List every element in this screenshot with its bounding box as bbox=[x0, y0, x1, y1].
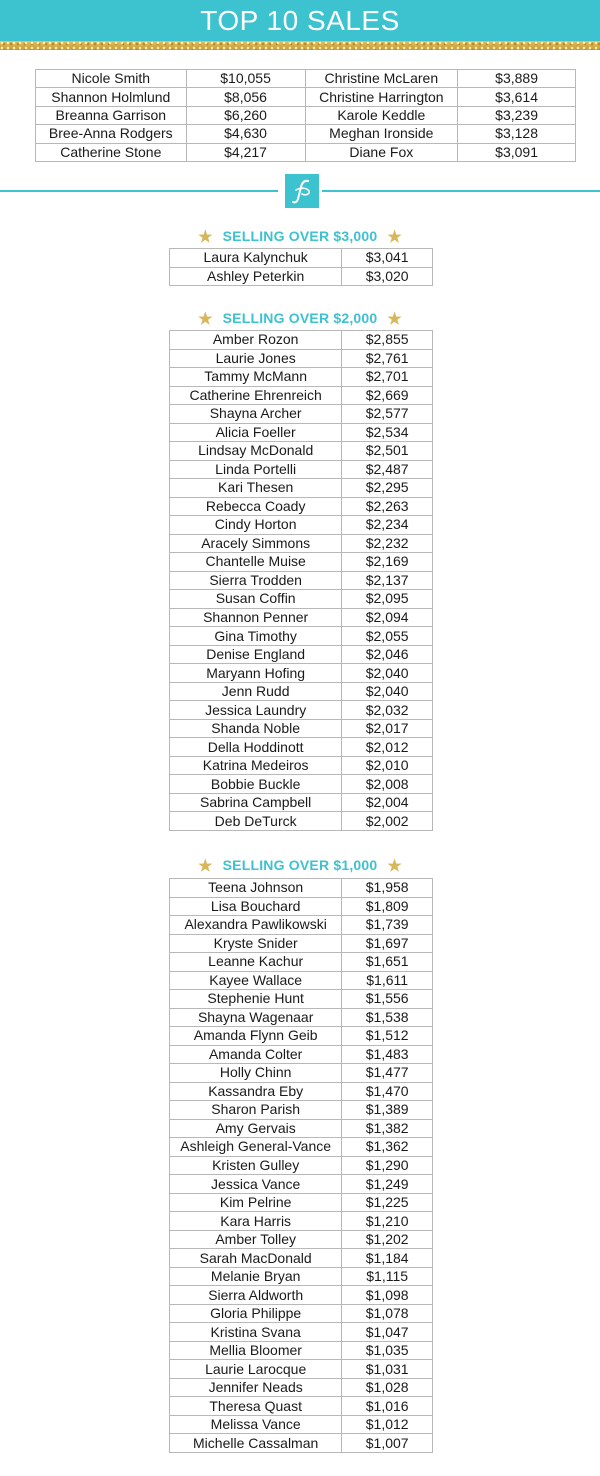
table-row bbox=[170, 1156, 433, 1175]
seller-name: Kara Harris bbox=[170, 1212, 342, 1231]
sales-amount: $2,008 bbox=[342, 775, 433, 794]
seller-name: Della Hoddinott bbox=[170, 738, 342, 757]
seller-name: Christine McLaren bbox=[305, 70, 458, 88]
section-title-text: SELLING OVER $1,000 bbox=[222, 857, 378, 873]
sales-amount: $3,614 bbox=[458, 88, 576, 106]
sales-amount: $1,028 bbox=[342, 1378, 433, 1397]
divider-line-left bbox=[0, 190, 278, 192]
sales-amount: $2,040 bbox=[342, 682, 433, 701]
seller-name: Sharon Parish bbox=[170, 1101, 342, 1120]
section-heading bbox=[150, 226, 450, 246]
seller-name: Shanda Noble bbox=[170, 719, 342, 738]
table-row bbox=[170, 349, 433, 368]
sales-amount: $1,047 bbox=[342, 1323, 433, 1342]
seller-name: Laura Kalynchuk bbox=[170, 249, 342, 268]
sales-amount: $1,389 bbox=[342, 1101, 433, 1120]
section-heading bbox=[150, 855, 450, 875]
sales-amount: $3,889 bbox=[458, 70, 576, 88]
seller-name: Jessica Laundry bbox=[170, 701, 342, 720]
table-row bbox=[170, 1101, 433, 1120]
sales-amount: $1,098 bbox=[342, 1286, 433, 1305]
seller-name: Maryann Hofing bbox=[170, 664, 342, 683]
sales-amount: $6,260 bbox=[186, 106, 305, 124]
sales-amount: $1,184 bbox=[342, 1249, 433, 1268]
sales-amount: $2,701 bbox=[342, 368, 433, 387]
star-icon: ★ bbox=[387, 858, 402, 875]
seller-name: Shannon Penner bbox=[170, 608, 342, 627]
sales-amount: $1,556 bbox=[342, 990, 433, 1009]
table-row bbox=[170, 1323, 433, 1342]
sales-amount: $3,041 bbox=[342, 249, 433, 268]
sales-amount: $2,534 bbox=[342, 423, 433, 442]
sales-amount: $3,128 bbox=[458, 125, 576, 143]
table-row bbox=[170, 249, 433, 268]
sales-amount: $1,538 bbox=[342, 1008, 433, 1027]
table-row bbox=[170, 331, 433, 350]
seller-name: Kristen Gulley bbox=[170, 1156, 342, 1175]
table-row bbox=[170, 664, 433, 683]
table-row bbox=[170, 1138, 433, 1157]
top10-table bbox=[35, 69, 576, 162]
seller-name: Aracely Simmons bbox=[170, 534, 342, 553]
table-row bbox=[170, 386, 433, 405]
seller-name: Bree-Anna Rodgers bbox=[36, 125, 187, 143]
seller-name: Tammy McMann bbox=[170, 368, 342, 387]
sales-amount: $1,035 bbox=[342, 1341, 433, 1360]
top10-row bbox=[36, 125, 576, 143]
seller-name: Amanda Colter bbox=[170, 1045, 342, 1064]
sales-amount: $1,512 bbox=[342, 1027, 433, 1046]
table-row bbox=[170, 1341, 433, 1360]
top10-row bbox=[36, 88, 576, 106]
seller-name: Melissa Vance bbox=[170, 1415, 342, 1434]
table-row bbox=[170, 1175, 433, 1194]
sales-amount: $2,263 bbox=[342, 497, 433, 516]
seller-name: Rebecca Coady bbox=[170, 497, 342, 516]
script-f-logo-icon bbox=[285, 174, 319, 208]
table-row bbox=[170, 1249, 433, 1268]
sales-amount: $1,290 bbox=[342, 1156, 433, 1175]
seller-name: Michelle Cassalman bbox=[170, 1434, 342, 1453]
table-row bbox=[170, 497, 433, 516]
table-row bbox=[170, 756, 433, 775]
sales-amount: $10,055 bbox=[186, 70, 305, 88]
seller-name: Amy Gervais bbox=[170, 1119, 342, 1138]
seller-name: Breanna Garrison bbox=[36, 106, 187, 124]
sales-amount: $2,094 bbox=[342, 608, 433, 627]
table-row bbox=[170, 1212, 433, 1231]
sales-amount: $1,809 bbox=[342, 897, 433, 916]
table-row bbox=[170, 1193, 433, 1212]
table-row bbox=[170, 267, 433, 286]
tier-table bbox=[169, 878, 433, 1453]
table-row bbox=[170, 1119, 433, 1138]
sales-amount: $1,016 bbox=[342, 1397, 433, 1416]
seller-name: Laurie Larocque bbox=[170, 1360, 342, 1379]
table-row bbox=[170, 405, 433, 424]
sales-amount: $2,010 bbox=[342, 756, 433, 775]
sales-amount: $2,004 bbox=[342, 793, 433, 812]
table-row bbox=[170, 590, 433, 609]
sales-amount: $1,078 bbox=[342, 1304, 433, 1323]
seller-name: Holly Chinn bbox=[170, 1064, 342, 1083]
sales-amount: $2,487 bbox=[342, 460, 433, 479]
seller-name: Stephenie Hunt bbox=[170, 990, 342, 1009]
sales-amount: $1,210 bbox=[342, 1212, 433, 1231]
seller-name: Sarah MacDonald bbox=[170, 1249, 342, 1268]
table-row bbox=[170, 682, 433, 701]
sales-amount: $1,031 bbox=[342, 1360, 433, 1379]
table-row bbox=[170, 812, 433, 831]
sales-amount: $3,020 bbox=[342, 267, 433, 286]
sales-amount: $2,669 bbox=[342, 386, 433, 405]
sales-amount: $2,012 bbox=[342, 738, 433, 757]
section-heading bbox=[150, 308, 450, 328]
seller-name: Sabrina Campbell bbox=[170, 793, 342, 812]
seller-name: Jenn Rudd bbox=[170, 682, 342, 701]
sales-amount: $4,630 bbox=[186, 125, 305, 143]
sales-amount: $3,091 bbox=[458, 143, 576, 161]
seller-name: Kayee Wallace bbox=[170, 971, 342, 990]
seller-name: Chantelle Muise bbox=[170, 553, 342, 572]
seller-name: Amber Tolley bbox=[170, 1230, 342, 1249]
seller-name: Mellia Bloomer bbox=[170, 1341, 342, 1360]
sales-amount: $2,032 bbox=[342, 701, 433, 720]
sales-amount: $1,382 bbox=[342, 1119, 433, 1138]
seller-name: Lindsay McDonald bbox=[170, 442, 342, 461]
table-row bbox=[170, 1434, 433, 1453]
seller-name: Jessica Vance bbox=[170, 1175, 342, 1194]
sales-amount: $2,055 bbox=[342, 627, 433, 646]
seller-name: Susan Coffin bbox=[170, 590, 342, 609]
table-row bbox=[170, 1027, 433, 1046]
star-icon: ★ bbox=[387, 229, 402, 246]
seller-name: Christine Harrington bbox=[305, 88, 458, 106]
star-icon: ★ bbox=[387, 311, 402, 328]
page-title: TOP 10 SALES bbox=[200, 5, 400, 36]
seller-name: Katrina Medeiros bbox=[170, 756, 342, 775]
seller-name: Meghan Ironside bbox=[305, 125, 458, 143]
sales-amount: $4,217 bbox=[186, 143, 305, 161]
seller-name: Shayna Archer bbox=[170, 405, 342, 424]
sales-amount: $2,040 bbox=[342, 664, 433, 683]
seller-name: Catherine Stone bbox=[36, 143, 187, 161]
table-row bbox=[170, 934, 433, 953]
seller-name: Lisa Bouchard bbox=[170, 897, 342, 916]
table-row bbox=[170, 793, 433, 812]
sales-amount: $2,002 bbox=[342, 812, 433, 831]
seller-name: Teena Johnson bbox=[170, 879, 342, 898]
seller-name: Laurie Jones bbox=[170, 349, 342, 368]
sales-amount: $3,239 bbox=[458, 106, 576, 124]
sales-amount: $1,697 bbox=[342, 934, 433, 953]
sales-amount: $2,577 bbox=[342, 405, 433, 424]
sales-amount: $2,095 bbox=[342, 590, 433, 609]
sales-amount: $2,295 bbox=[342, 479, 433, 498]
section-title-text: SELLING OVER $3,000 bbox=[222, 228, 378, 244]
table-row bbox=[170, 627, 433, 646]
sales-amount: $2,234 bbox=[342, 516, 433, 535]
seller-name: Bobbie Buckle bbox=[170, 775, 342, 794]
sales-amount: $1,483 bbox=[342, 1045, 433, 1064]
sales-amount: $2,017 bbox=[342, 719, 433, 738]
sales-amount: $8,056 bbox=[186, 88, 305, 106]
seller-name: Gina Timothy bbox=[170, 627, 342, 646]
top10-row bbox=[36, 70, 576, 88]
sales-amount: $1,611 bbox=[342, 971, 433, 990]
tier-table bbox=[169, 330, 433, 831]
table-row bbox=[170, 1397, 433, 1416]
seller-name: Denise England bbox=[170, 645, 342, 664]
seller-name: Alexandra Pawlikowski bbox=[170, 916, 342, 935]
seller-name: Kristina Svana bbox=[170, 1323, 342, 1342]
table-row bbox=[170, 1304, 433, 1323]
sales-amount: $1,362 bbox=[342, 1138, 433, 1157]
sales-amount: $1,477 bbox=[342, 1064, 433, 1083]
seller-name: Jennifer Neads bbox=[170, 1378, 342, 1397]
table-row bbox=[170, 1230, 433, 1249]
top10-row bbox=[36, 143, 576, 161]
seller-name: Ashleigh General-Vance bbox=[170, 1138, 342, 1157]
table-row bbox=[170, 1082, 433, 1101]
seller-name: Linda Portelli bbox=[170, 460, 342, 479]
gold-glitter-strip bbox=[0, 41, 600, 50]
sales-amount: $2,501 bbox=[342, 442, 433, 461]
table-row bbox=[170, 608, 433, 627]
seller-name: Shayna Wagenaar bbox=[170, 1008, 342, 1027]
table-row bbox=[170, 775, 433, 794]
table-row bbox=[170, 1008, 433, 1027]
table-row bbox=[170, 1064, 433, 1083]
sales-amount: $1,739 bbox=[342, 916, 433, 935]
table-row bbox=[170, 1286, 433, 1305]
table-row bbox=[170, 990, 433, 1009]
table-row bbox=[170, 368, 433, 387]
table-row bbox=[170, 645, 433, 664]
seller-name: Amanda Flynn Geib bbox=[170, 1027, 342, 1046]
table-row bbox=[170, 1360, 433, 1379]
seller-name: Kim Pelrine bbox=[170, 1193, 342, 1212]
seller-name: Ashley Peterkin bbox=[170, 267, 342, 286]
sales-amount: $2,169 bbox=[342, 553, 433, 572]
table-row bbox=[170, 479, 433, 498]
seller-name: Alicia Foeller bbox=[170, 423, 342, 442]
seller-name: Melanie Bryan bbox=[170, 1267, 342, 1286]
table-row bbox=[170, 442, 433, 461]
table-row bbox=[170, 516, 433, 535]
seller-name: Kryste Snider bbox=[170, 934, 342, 953]
table-row bbox=[170, 1378, 433, 1397]
sales-amount: $2,137 bbox=[342, 571, 433, 590]
seller-name: Sierra Aldworth bbox=[170, 1286, 342, 1305]
sales-amount: $1,202 bbox=[342, 1230, 433, 1249]
seller-name: Kari Thesen bbox=[170, 479, 342, 498]
table-row bbox=[170, 553, 433, 572]
sales-amount: $2,761 bbox=[342, 349, 433, 368]
table-row bbox=[170, 971, 433, 990]
seller-name: Diane Fox bbox=[305, 143, 458, 161]
tier-table bbox=[169, 248, 433, 286]
seller-name: Amber Rozon bbox=[170, 331, 342, 350]
table-row bbox=[170, 879, 433, 898]
sales-amount: $1,225 bbox=[342, 1193, 433, 1212]
table-row bbox=[170, 738, 433, 757]
table-row bbox=[170, 423, 433, 442]
seller-name: Karole Keddle bbox=[305, 106, 458, 124]
sales-amount: $1,115 bbox=[342, 1267, 433, 1286]
table-row bbox=[170, 897, 433, 916]
sales-amount: $1,007 bbox=[342, 1434, 433, 1453]
seller-name: Leanne Kachur bbox=[170, 953, 342, 972]
sales-amount: $1,249 bbox=[342, 1175, 433, 1194]
table-row bbox=[170, 1045, 433, 1064]
seller-name: Shannon Holmlund bbox=[36, 88, 187, 106]
seller-name: Nicole Smith bbox=[36, 70, 187, 88]
table-row bbox=[170, 571, 433, 590]
star-icon: ★ bbox=[198, 858, 213, 875]
seller-name: Cindy Horton bbox=[170, 516, 342, 535]
table-row bbox=[170, 916, 433, 935]
divider-line-right bbox=[322, 190, 600, 192]
table-row bbox=[170, 953, 433, 972]
table-row bbox=[170, 719, 433, 738]
sales-amount: $1,958 bbox=[342, 879, 433, 898]
table-row bbox=[170, 534, 433, 553]
table-row bbox=[170, 1267, 433, 1286]
star-icon: ★ bbox=[198, 229, 213, 246]
seller-name: Gloria Philippe bbox=[170, 1304, 342, 1323]
seller-name: Catherine Ehrenreich bbox=[170, 386, 342, 405]
table-row bbox=[170, 701, 433, 720]
sales-amount: $1,651 bbox=[342, 953, 433, 972]
sales-amount: $2,046 bbox=[342, 645, 433, 664]
seller-name: Kassandra Eby bbox=[170, 1082, 342, 1101]
seller-name: Theresa Quast bbox=[170, 1397, 342, 1416]
sales-amount: $2,855 bbox=[342, 331, 433, 350]
sales-amount: $2,232 bbox=[342, 534, 433, 553]
section-title-text: SELLING OVER $2,000 bbox=[222, 310, 378, 326]
seller-name: Sierra Trodden bbox=[170, 571, 342, 590]
sales-amount: $1,470 bbox=[342, 1082, 433, 1101]
table-row bbox=[170, 460, 433, 479]
sales-amount: $1,012 bbox=[342, 1415, 433, 1434]
table-row bbox=[170, 1415, 433, 1434]
seller-name: Deb DeTurck bbox=[170, 812, 342, 831]
top10-row bbox=[36, 106, 576, 124]
star-icon: ★ bbox=[198, 311, 213, 328]
header-banner bbox=[0, 0, 600, 42]
